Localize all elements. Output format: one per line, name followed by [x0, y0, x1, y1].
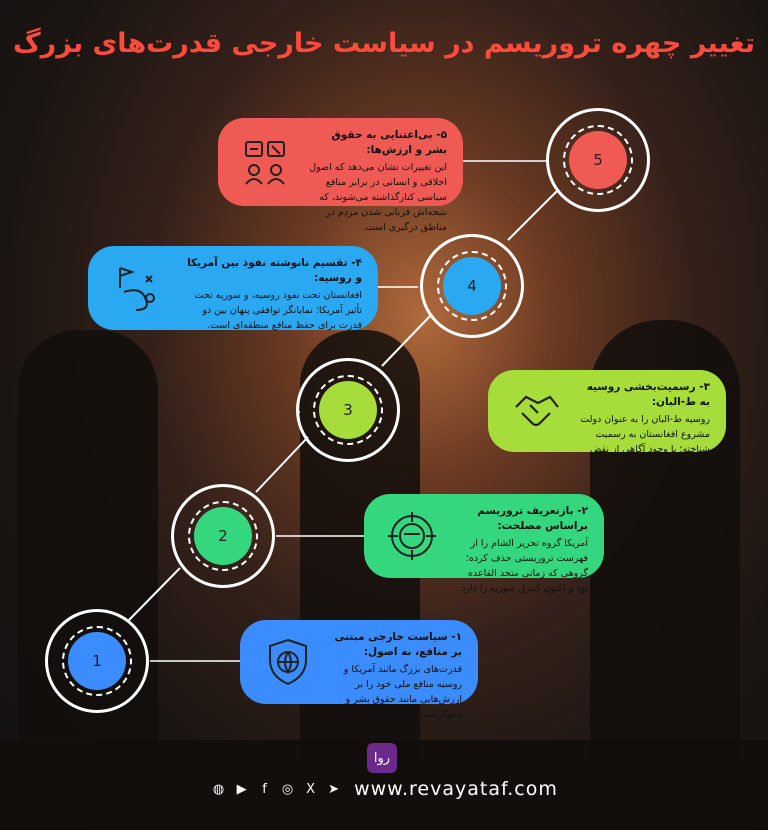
brand-logo: روا — [367, 743, 397, 773]
step-circle-2 — [171, 484, 275, 588]
step-heading: ۱- سیاست خارجی مبتنی بر منافع، نه اصول: — [334, 631, 462, 658]
step-circle-3 — [296, 358, 400, 462]
x-icon[interactable]: X — [306, 781, 316, 797]
globe-shield-icon — [262, 636, 314, 688]
step-number: 2 — [194, 507, 252, 565]
telegram-icon[interactable]: ➤ — [328, 781, 340, 797]
step-heading: ۲- بازتعریف تروریسم براساس مصلحت: — [477, 505, 588, 532]
step-circle-5 — [546, 108, 650, 212]
facebook-icon[interactable]: f — [262, 781, 267, 797]
step-circle-1 — [45, 609, 149, 713]
footer — [0, 778, 768, 800]
step-number: 3 — [319, 381, 377, 439]
step-number: 5 — [569, 131, 627, 189]
handshake-icon — [510, 385, 562, 437]
human-rights-icon — [240, 136, 292, 188]
instagram-icon[interactable]: ◎ — [281, 781, 294, 797]
step-number: 4 — [443, 257, 501, 315]
website-link[interactable]: www.revayataf.com — [354, 778, 558, 800]
step-card-4 — [88, 246, 378, 330]
step-circle-4 — [420, 234, 524, 338]
step-heading: ۵- بی‌اعتنایی به حقوق بشر و ارزش‌ها: — [331, 129, 447, 156]
crosshair-terrorist-icon — [386, 510, 438, 562]
step-text: قدرت‌های بزرگ مانند آمریکا و روسیه منافع ملی خود را بر ارزش‌هایی مانند حقوق بشر و دموکراسی ترجیح می‌دهند. — [343, 664, 462, 720]
youtube-icon[interactable]: ▶ — [236, 781, 247, 797]
step-number: 1 — [68, 632, 126, 690]
dribbble-icon[interactable]: ◍ — [212, 781, 225, 797]
step-text: روسیه ط-البان را به عنوان دولت مشروع افغانستان به رسمیت شناخته؛ با وجود آگاهی از نقض حقوق زنان و افراط‌گرایی این گروه. — [580, 414, 710, 485]
step-card-1 — [240, 620, 478, 720]
step-text: آمریکا گروه تحریر الشام را از فهرست تروریستی حذف کرده؛ گروهی که زمانی متحد القاعده بود و اکنون کنترل سوریه را دارد. — [458, 538, 588, 594]
step-card-5 — [218, 118, 463, 233]
step-card-3 — [488, 370, 726, 485]
step-text: افغانستان تحت نفوذ روسیه، و سوریه تحت تأثیر آمریکا؛ نمایانگر توافقی پنهان بین دو قدرت برای حفظ منافع منطقه‌ای است. — [194, 290, 362, 331]
page-title: تغییر چهره تروریسم در سیاست خارجی قدرت‌های بزرگ — [13, 28, 755, 59]
step-heading: ۴- تقسیم نانوشته نفوذ بین آمریکا و روسیه: — [187, 257, 362, 284]
step-heading: ۳- رسمیت‌بخشی روسیه به ط-البان: — [586, 381, 710, 408]
step-card-2 — [364, 494, 604, 594]
strategy-flag-icon — [110, 262, 162, 314]
step-text: این تغییرات نشان می‌دهد که اصول اخلاقی و انسانی در برابر منافع سیاسی کنارگذاشته می‌شوند، که نتیجه‌اش قربانی شدن مردم در مناطق درگیری است. — [309, 162, 447, 233]
social-icons — [210, 781, 342, 798]
